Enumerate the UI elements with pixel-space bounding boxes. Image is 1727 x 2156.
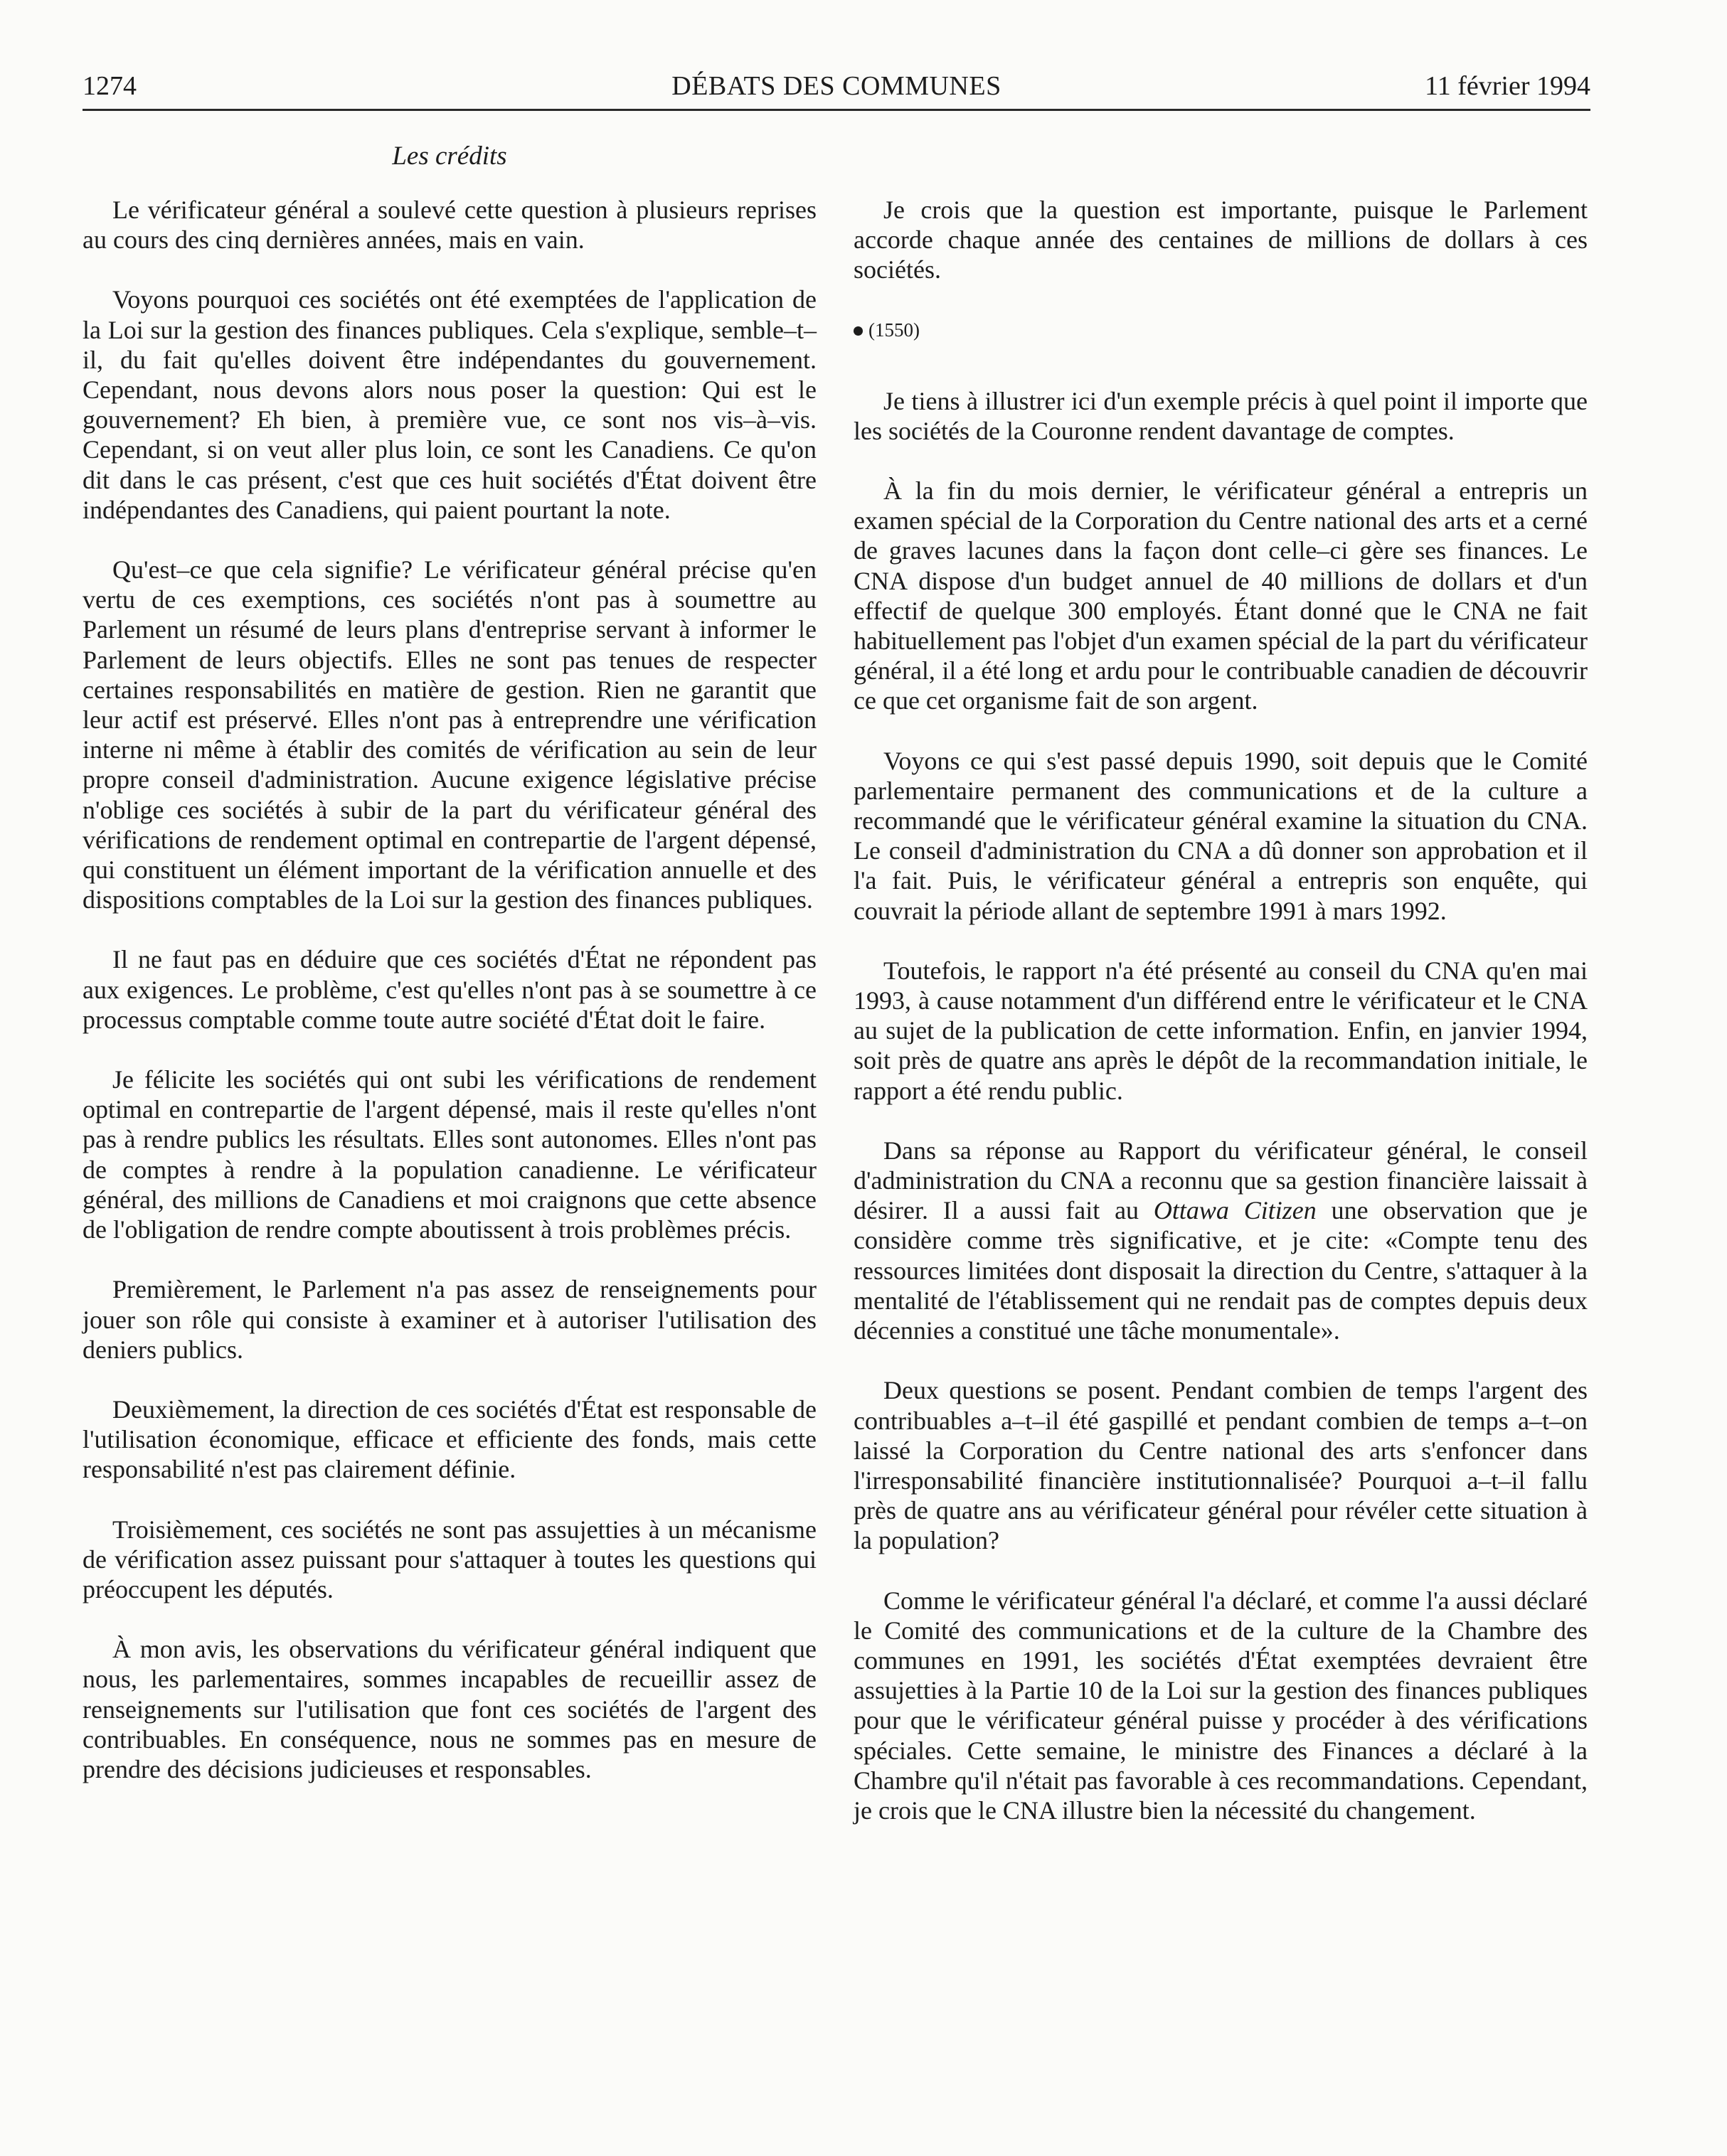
paragraph: Voyons pourquoi ces sociétés ont été exemptées de l'application de la Loi sur la gestion des finances publiques. Cela s'explique, semble–t–il, du fait qu'elles doivent être indépendantes du gouvernement. Cependant, nous devons alors nous poser la question: Qui est le gouvernement? Eh bien, à première vue, ce sont nos vis–à–vis. Cependant, si on veut aller plus loin, ce sont les Canadiens. Ce qu'on dit dans le cas présent, c'est que ces huit sociétés d'État doivent être indépendantes des Canadiens, qui paient pourtant la note.: [83, 285, 817, 524]
paragraph: Voyons ce qui s'est passé depuis 1990, soit depuis que le Comité parlementaire permanent des communications et de la culture a recommandé que le vérificateur général examine la situation du CNA. Le conseil d'administration du CNA a dû donner son approbation et il l'a fait. Puis, le vérificateur général a entrepris son enquête, qui couvrait la période allant de septembre 1991 à mars 1992.: [854, 746, 1588, 925]
issue-date: 11 février 1994: [1425, 71, 1590, 101]
paragraph: Deuxièmement, la direction de ces sociétés d'État est responsable de l'utilisation économique, efficace et efficiente des fonds, mais cette responsabilité n'est pas clairement définie.: [83, 1394, 817, 1484]
left-column: [83, 195, 817, 1814]
page-number: 1274: [83, 71, 137, 101]
paragraph: À mon avis, les observations du vérificateur général indiquent que nous, les parlementaires, sommes incapables de recueillir assez de renseignements sur l'utilisation que font ces sociétés de l'argent des contribuables. En conséquence, nous ne sommes pas en mesure de prendre des décisions judicieuses et responsables.: [83, 1635, 817, 1783]
paragraph: À la fin du mois dernier, le vérificateur général a entrepris un examen spécial de la Corporation du Centre national des arts et a cerné de graves lacunes dans la façon dont celle–ci gère ses finances. Le CNA dispose d'un budget annuel de 40 millions de dollars et d'un effectif de quelque 300 employés. Étant donné que le CNA ne fait habituellement pas l'objet d'un examen spécial de la part du vérificateur général, il a été long et ardu pour le contribuable canadien de découvrir ce que cet organisme fait de son argent.: [854, 476, 1588, 715]
paragraph: Je tiens à illustrer ici d'un exemple précis à quel point il importe que les sociétés de la Couronne rendent davantage de comptes.: [854, 386, 1588, 445]
paragraph: Je félicite les sociétés qui ont subi les vérifications de rendement optimal en contrepartie de l'argent dépensé, mais il reste qu'elles n'ont pas à rendre publics les résultats. Elles sont autonomes. Elles n'ont pas de comptes à rendre à la population canadienne. Le vérificateur général, des millions de Canadiens et moi craignons que cette absence de l'obligation de rendre compte aboutissent à trois problèmes précis.: [83, 1065, 817, 1244]
paragraph: [854, 1136, 1588, 1345]
time-marker-text: (1550): [868, 319, 920, 341]
bullet-icon: [854, 326, 863, 336]
section-title: Les crédits: [392, 142, 507, 171]
publication-title: DÉBATS DES COMMUNES: [671, 71, 1001, 101]
paragraph: Premièrement, le Parlement n'a pas assez de renseignements pour jouer son rôle qui consiste à examiner et à autoriser l'utilisation des deniers publics.: [83, 1275, 817, 1364]
time-marker: [854, 315, 1588, 345]
paragraph: Deux questions se posent. Pendant combien de temps l'argent des contribuables a–t–il été gaspillé et pendant combien de temps a–t–on laissé la Corporation du Centre national des arts s'enfoncer dans l'irresponsabilité financière institutionnalisée? Pourquoi a–t–il fallu près de quatre ans au vérificateur général pour révéler cette situation à la population?: [854, 1376, 1588, 1555]
paragraph: Troisièmement, ces sociétés ne sont pas assujetties à un mécanisme de vérification assez puissant pour s'attaquer à toutes les questions qui préoccupent les députés.: [83, 1515, 817, 1603]
paragraph: Je crois que la question est importante, puisque le Parlement accorde chaque année des centaines de millions de dollars à ces sociétés.: [854, 196, 1588, 284]
page-header: [83, 68, 1590, 111]
paragraph: Qu'est–ce que cela signifie? Le vérificateur général précise qu'en vertu de ces exemptions, ces sociétés n'ont pas à soumettre au Parlement un résumé de leurs plans d'entreprise servant à informer le Parlement de leurs objectifs. Elles ne sont pas tenues de respecter certaines responsabilités en matière de gestion. Rien ne garantit que leur actif est préservé. Elles n'ont pas à entreprendre une vérification interne ni même à établir des comités de vérification au sein de leur propre conseil d'administration. Aucune exigence législative précise n'oblige ces sociétés à subir de la part du vérificateur général des vérifications de rendement optimal en contrepartie de l'argent dépensé, qui constituent un élément important de la vérification annuelle et des dispositions comptables de la Loi sur la gestion des finances publiques.: [83, 555, 817, 914]
newspaper-name: Ottawa Citizen: [1153, 1196, 1317, 1225]
header-rule: [83, 109, 1590, 111]
paragraph: Il ne faut pas en déduire que ces sociétés d'État ne répondent pas aux exigences. Le problème, c'est qu'elles n'ont pas à se soumettre à ce processus comptable comme toute autre société d'État doit le faire.: [83, 945, 817, 1034]
paragraph-text: Dans sa réponse au Rapport du vérificateur général, le conseil d'administration du CNA a reconnu que sa gestion financière laissait à désirer. Il a aussi fait au: [854, 1136, 1588, 1225]
paragraph-text: une observation que je considère comme très significative, et je cite: «Compte tenu des ressources limitées dont disposait la direction du Centre, s'attaquer à la mentalité de l'établissement qui ne rendait pas de comptes depuis deux décennies a constitué une tâche monumentale».: [854, 1196, 1588, 1345]
paragraph: Le vérificateur général a soulevé cette question à plusieurs reprises au cours des cinq dernières années, mais en vain.: [83, 196, 817, 255]
paragraph: Comme le vérificateur général l'a déclaré, et comme l'a aussi déclaré le Comité des communications et de la culture de la Chambre des communes en 1991, les sociétés d'État exemptées devraient être assujetties à la Partie 10 de la Loi sur la gestion des finances publiques pour que le vérificateur général puisse y procéder à des vérifications spéciales. Cette semaine, le ministre des Finances a déclaré à la Chambre qu'il n'était pas favorable à ces recommandations. Cependant, je crois que le CNA illustre bien la nécessité du changement.: [854, 1586, 1588, 1825]
paragraph: Toutefois, le rapport n'a été présenté au conseil du CNA qu'en mai 1993, à cause notamment d'un différend entre le vérificateur et le CNA au sujet de la publication de cette information. Enfin, en janvier 1994, soit près de quatre ans après le dépôt de la recommandation initiale, le rapport a été rendu public.: [854, 956, 1588, 1105]
right-column: [854, 195, 1588, 1855]
